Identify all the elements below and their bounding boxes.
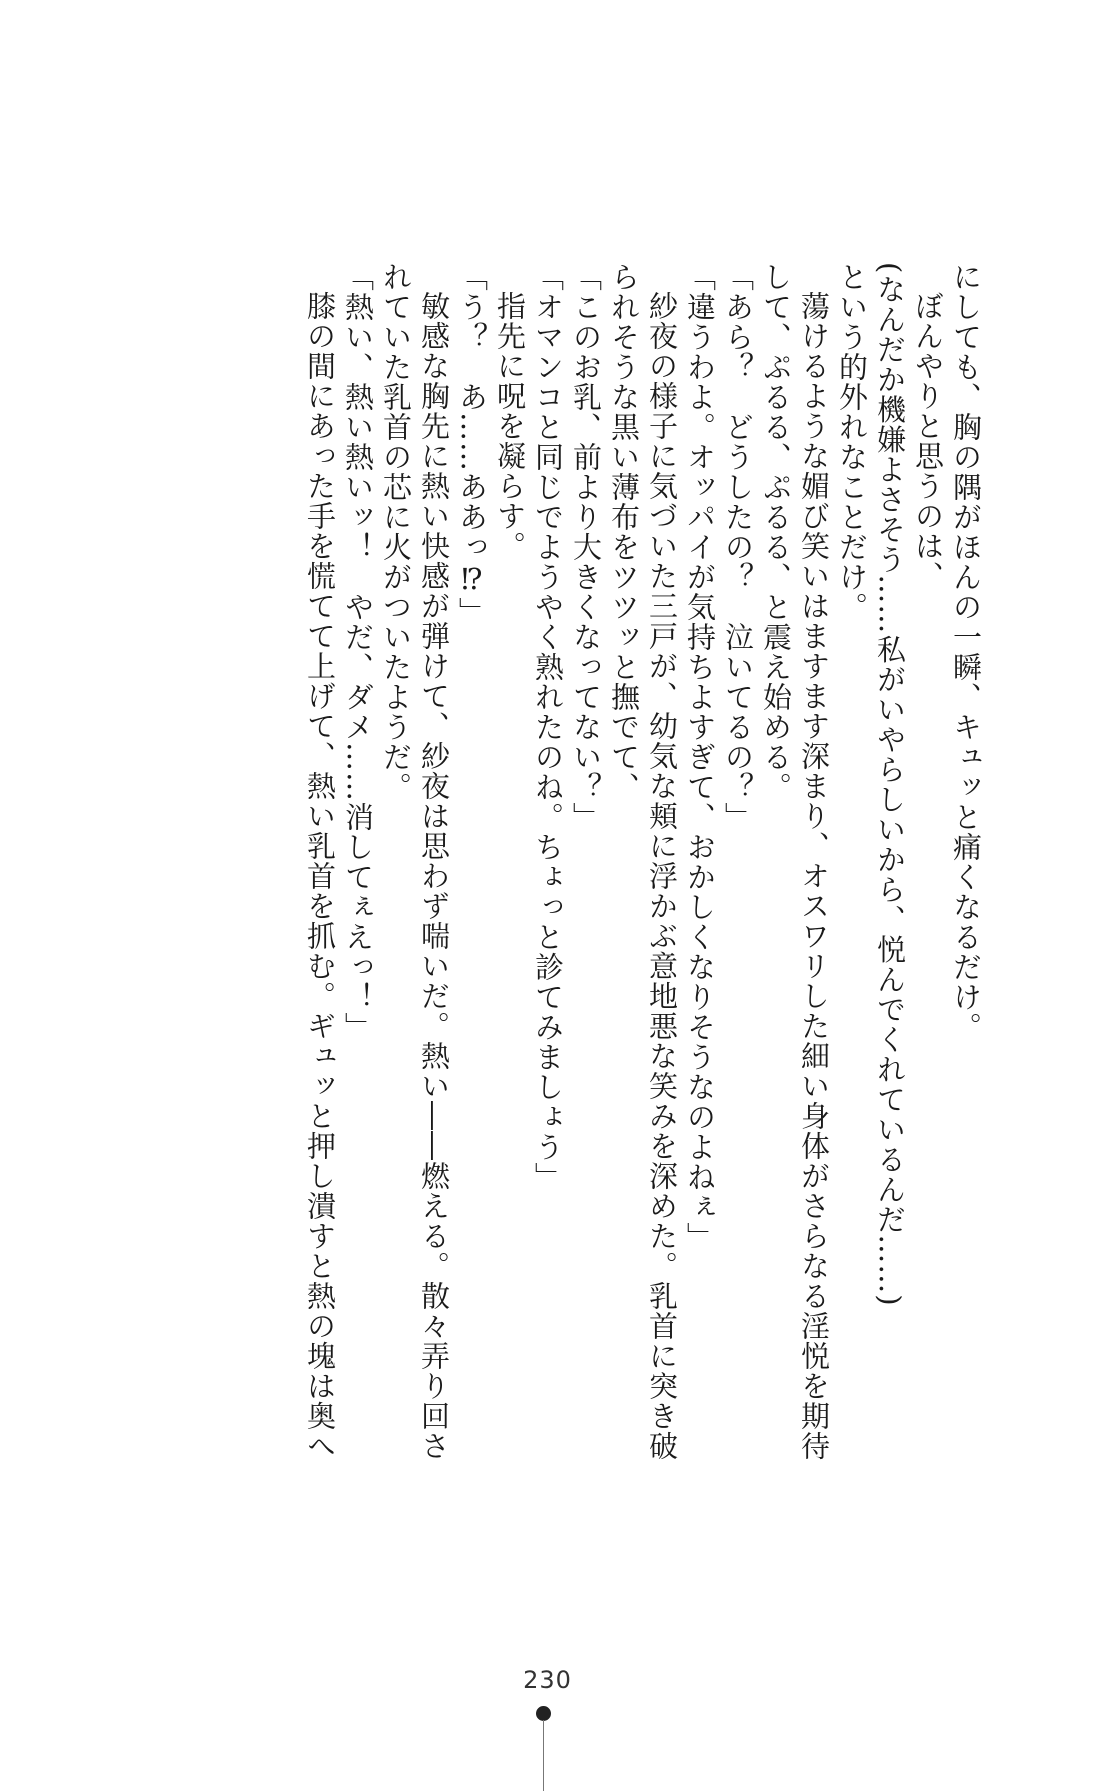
footer-dot-ornament <box>536 1706 551 1721</box>
text-line: 「う？ あ……ああっ⁉」 <box>455 262 489 627</box>
text-line: ぼんやりと思うのは、 <box>911 291 945 591</box>
text-line: という的外れなことだけ。 <box>835 262 869 622</box>
page-number: 230 <box>523 1666 572 1694</box>
text-line: 膝の間にあった手を慌てて上げて、熱い乳首を抓む。ギュッと押し潰すと熱の塊は奥へ <box>303 291 337 1461</box>
text-line: にしても、胸の隅がほんの一瞬、キュッと痛くなるだけ。 <box>949 262 983 1042</box>
footer-line-ornament <box>543 1720 544 1791</box>
text-line: 紗夜の様子に気づいた三戸が、幼気な頬に浮かぶ意地悪な笑みを深めた。乳首に突き破られそうな黒い薄布をツツッと撫でて、 <box>607 262 679 1461</box>
text-line: 蕩けるような媚び笑いはますます深まり、オスワリした細い身体がさらなる淫悦を期待して、ぷるる、ぷるる、と震え始める。 <box>759 262 831 1461</box>
text-line: 指先に呪を凝らす。 <box>493 291 527 561</box>
text-line: 「オマンコと同じでようやく熟れたのね。ちょっと診てみましょう」 <box>531 262 565 1192</box>
text-line: 「このお乳、前より大きくなってない？」 <box>569 262 603 832</box>
text-line: (なんだか機嫌よさそう……私がいやらしいから、悦んでくれているんだ……) <box>873 262 907 1307</box>
text-line: 敏感な胸先に熱い快感が弾けて、紗夜は思わず喘いだ。熱い――燃える。散々弄り回されていた乳首の芯に火がついたようだ。 <box>379 262 451 1461</box>
text-line: 「熱い、熱い熱いッ！ やだ、ダメ……消してぇえっ！」 <box>341 262 375 1042</box>
text-line: 「あら？ どうしたの？ 泣いてるの？」 <box>721 262 755 832</box>
vertical-text-body <box>85 262 985 1472</box>
text-line: 「違うわよ。オッパイが気持ちよすぎて、おかしくなりそうなのよねぇ」 <box>683 262 717 1252</box>
